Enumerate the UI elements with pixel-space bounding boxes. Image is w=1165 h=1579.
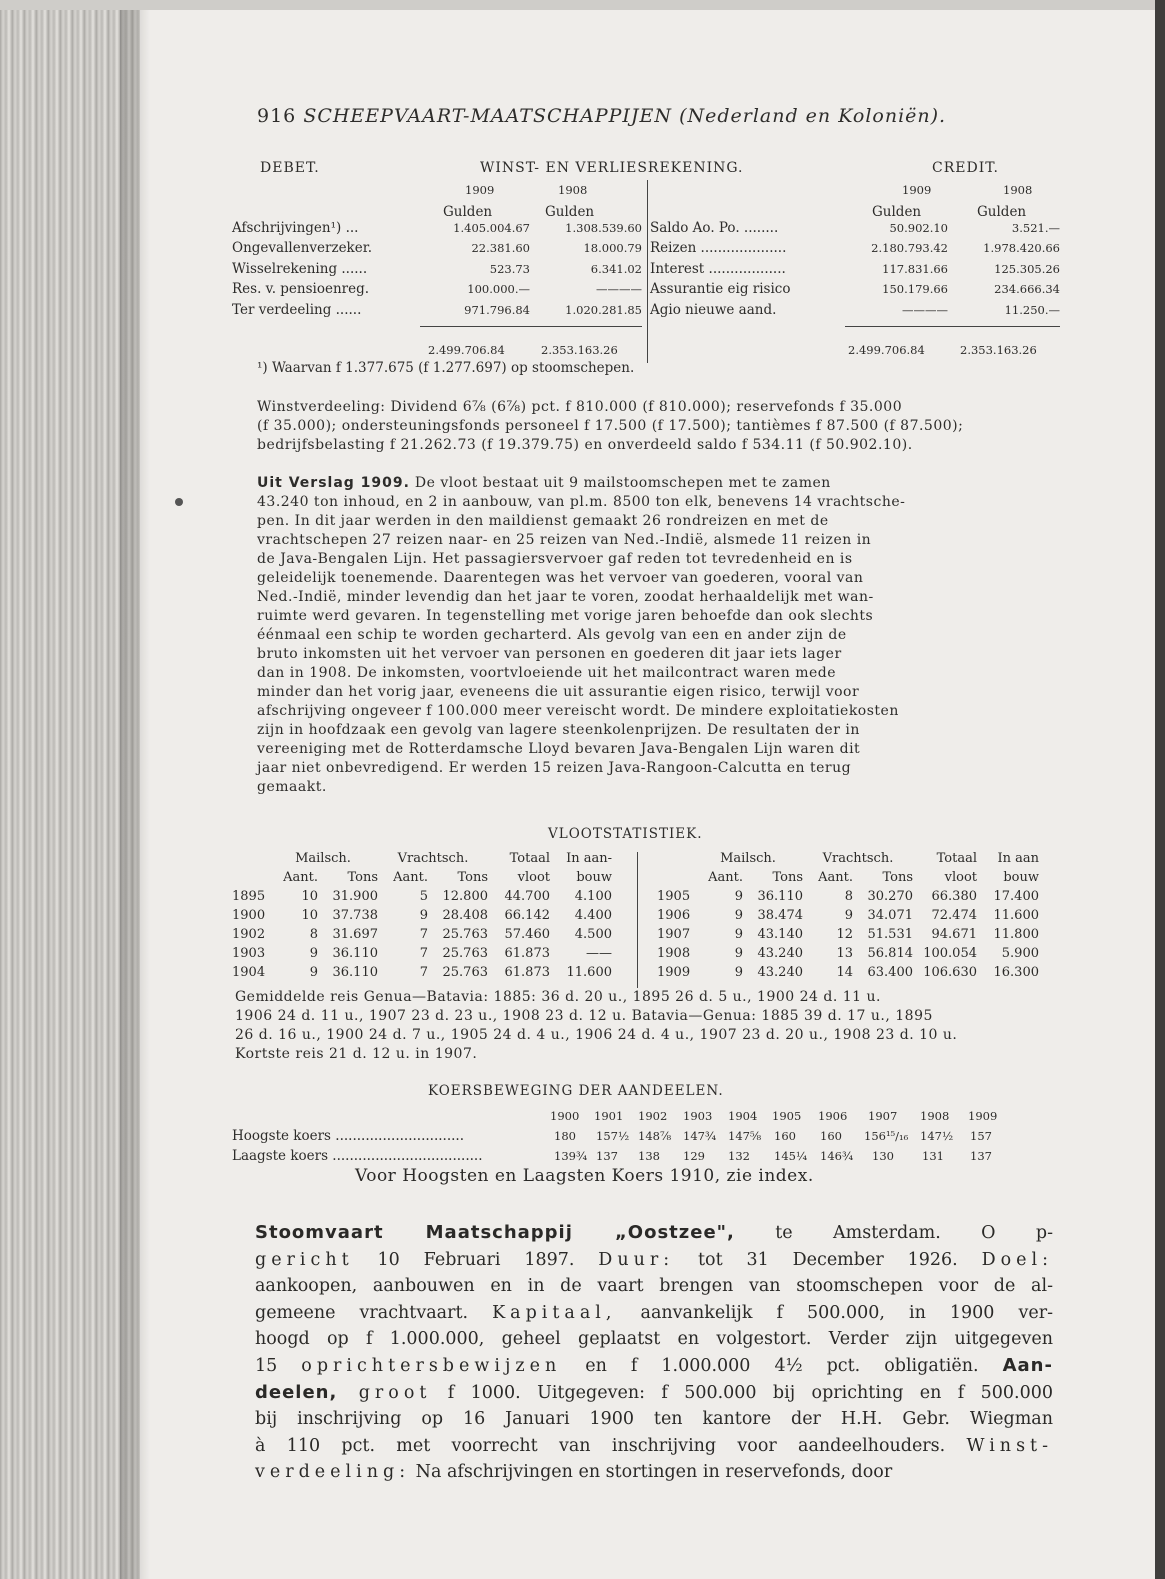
koers-year: 1903 bbox=[683, 1109, 713, 1123]
koers-years bbox=[550, 1108, 1070, 1126]
koers-row-label: Laagste koers ................................... bbox=[232, 1148, 483, 1164]
verslag-line: jaar niet onbevredigend. Er werden 15 reizen Java-Rangoon-Calcutta en terug bbox=[257, 760, 852, 776]
vloot-cell: 36.110 bbox=[757, 889, 803, 904]
oostzee-line: hoogd op f 1.000.000, geheel geplaatst en volgestort. Verder zijn uitgegeven bbox=[255, 1329, 1053, 1350]
credit-value-1908: 3.521.— bbox=[1011, 221, 1060, 235]
vloot-col-head: Tons bbox=[347, 870, 378, 885]
vloot-col-head: In aan bbox=[997, 851, 1039, 866]
vloot-cell: 11.800 bbox=[993, 927, 1039, 942]
vloot-cell: 5 bbox=[419, 889, 428, 904]
oostzee-text: à 110 pct. met voorrecht van inschrijving voor aandeelhouders. bbox=[255, 1435, 967, 1456]
vloot-cell: 36.110 bbox=[332, 946, 378, 961]
koers-value: 180 bbox=[554, 1129, 576, 1143]
table-row bbox=[232, 925, 612, 944]
vloot-cell: 31.697 bbox=[332, 927, 378, 942]
vloot-col-head: Tons bbox=[457, 870, 488, 885]
vloot-col-head: Totaal bbox=[509, 851, 550, 866]
vloot-col-head: Aant. bbox=[393, 870, 428, 885]
credit-total-rule bbox=[845, 326, 1060, 327]
vloot-cell: 30.270 bbox=[867, 889, 913, 904]
koers-value: 146¾ bbox=[820, 1149, 854, 1163]
vloot-cell: 4.100 bbox=[574, 889, 612, 904]
koers-value: 160 bbox=[774, 1129, 796, 1143]
debet-value-1908: ———— bbox=[596, 282, 642, 297]
vloot-cell: 8 bbox=[309, 927, 318, 942]
vloot-cell: 25.763 bbox=[442, 965, 488, 980]
vloot-header-row bbox=[232, 849, 612, 868]
table-row bbox=[657, 887, 1039, 906]
credit-label: Reizen .................... bbox=[650, 240, 787, 257]
vloot-note-line: Gemiddelde reis Genua—Batavia: 1885: 36 d. 20 u., 1895 26 d. 5 u., 1900 24 d. 11 u. bbox=[235, 989, 881, 1005]
vloot-col-head: In aan- bbox=[566, 851, 612, 866]
vloot-cell: 9 bbox=[309, 965, 318, 980]
oostzee-spaced-term: Duur: bbox=[598, 1249, 675, 1270]
section-subtitle: (Nederland en Koloniën). bbox=[679, 105, 947, 127]
vloot-cell: 9 bbox=[734, 927, 743, 942]
koers-value: 147½ bbox=[920, 1129, 954, 1143]
verslag-line: dan in 1908. De inkomsten, voortvloeiende uit het mailcontract waren mede bbox=[257, 665, 837, 681]
scan-right-edge bbox=[1155, 0, 1165, 1579]
koers-value: 147⅝ bbox=[728, 1129, 762, 1143]
oostzee-line: bij inschrijving op 16 Januari 1900 ten kantore der H.H. Gebr. Wiegman bbox=[255, 1409, 1053, 1430]
table-row bbox=[657, 906, 1039, 925]
debet-value-1908: 1.308.539.60 bbox=[565, 221, 642, 235]
vloot-cell: 28.408 bbox=[442, 908, 488, 923]
credit-value-1909: 2.180.793.42 bbox=[871, 241, 948, 256]
verslag-block bbox=[257, 474, 905, 797]
vloot-left bbox=[232, 849, 612, 982]
credit-value-1909: 117.831.66 bbox=[882, 261, 948, 276]
pl-title: WINST- EN VERLIESREKENING. bbox=[480, 160, 744, 176]
vloot-cell: 12.800 bbox=[442, 889, 488, 904]
oostzee-line bbox=[255, 1459, 1053, 1486]
vloot-col-head: Totaal bbox=[936, 851, 977, 866]
debet-label: Ter verdeeling ...... bbox=[232, 301, 362, 318]
book-binding-edge bbox=[0, 0, 140, 1579]
margin-mark bbox=[175, 498, 183, 506]
debet-unit-1909: Gulden bbox=[443, 204, 493, 220]
table-row bbox=[232, 887, 612, 906]
vloot-cell: 16.300 bbox=[993, 965, 1039, 980]
vloot-cell: 72.474 bbox=[931, 908, 977, 923]
vloot-cell: 61.873 bbox=[504, 965, 550, 980]
vloot-header-row bbox=[657, 849, 1039, 868]
vloot-year: 1903 bbox=[232, 946, 266, 961]
vloot-cell: 14 bbox=[836, 965, 853, 980]
credit-label: Saldo Ao. Po. ........ bbox=[650, 220, 779, 236]
pl-center-rule bbox=[647, 180, 648, 363]
page-number: 916 bbox=[257, 105, 297, 127]
vloot-header-row bbox=[232, 868, 612, 887]
koers-value: 160 bbox=[820, 1129, 842, 1143]
vloot-cell: 94.671 bbox=[931, 927, 977, 942]
vloot-cell: 11.600 bbox=[993, 908, 1039, 923]
credit-year-1908: 1908 bbox=[1003, 183, 1033, 197]
vloot-year: 1902 bbox=[232, 927, 266, 942]
winstverdeeling-line: Winstverdeeling: Dividend 6⅞ (6⅞) pct. f 810.000 (f 810.000); reservefonds f 35.000 bbox=[257, 399, 903, 415]
vloot-cell: 66.380 bbox=[931, 889, 977, 904]
oostzee-text: aanvankelijk f 500.000, in 1900 ver- bbox=[616, 1302, 1053, 1323]
oostzee-text: en f 1.000.000 4½ pct. obligatiën. bbox=[561, 1355, 1003, 1376]
table-row bbox=[657, 925, 1039, 944]
vloot-cell: 10 bbox=[301, 889, 318, 904]
vloot-center-rule bbox=[637, 852, 638, 988]
oostzee-line bbox=[255, 1433, 1053, 1460]
koers-year: 1909 bbox=[968, 1109, 998, 1123]
koers-value: 147¾ bbox=[683, 1129, 717, 1143]
koers-value: 157 bbox=[970, 1129, 992, 1143]
vloot-cell: 66.142 bbox=[504, 908, 550, 923]
vloot-cell: 56.814 bbox=[867, 946, 913, 961]
vloot-cell: 100.054 bbox=[923, 946, 977, 961]
verslag-line: pen. In dit jaar werden in den maildienst gemaakt 26 rondreizen en met de bbox=[257, 513, 829, 529]
vloot-cell: 44.700 bbox=[504, 889, 550, 904]
debet-total-1909: 2.499.706.84 bbox=[428, 343, 505, 357]
koers-value: 137 bbox=[970, 1149, 992, 1163]
vloot-cell: 8 bbox=[844, 889, 853, 904]
debet-row bbox=[232, 281, 642, 301]
verslag-line: geleidelijk toenemende. Daarentegen was het vervoer van goederen, vooral van bbox=[257, 570, 864, 586]
vloot-cell: 43.140 bbox=[757, 927, 803, 942]
vloot-cell: 13 bbox=[836, 946, 853, 961]
vloot-title: VLOOTSTATISTIEK. bbox=[548, 826, 703, 842]
koers-year: 1905 bbox=[772, 1109, 802, 1123]
oostzee-spaced-term: oprichtersbewijzen bbox=[301, 1355, 562, 1376]
verslag-line: bruto inkomsten uit het vervoer van personen en goederen dit jaar iets lager bbox=[257, 646, 842, 662]
vloot-cell: 43.240 bbox=[757, 965, 803, 980]
koers-year: 1904 bbox=[728, 1109, 758, 1123]
vloot-right-table bbox=[657, 849, 1039, 982]
vloot-col-head: Tons bbox=[772, 870, 803, 885]
vloot-col-head: Vrachtsch. bbox=[822, 851, 894, 866]
verslag-first-line bbox=[257, 474, 905, 493]
vloot-note-line: 1906 24 d. 11 u., 1907 23 d. 23 u., 1908 23 d. 12 u. Batavia—Genua: 1885 39 d. 17 u., 1895 bbox=[235, 1008, 933, 1024]
debet-unit-1908: Gulden bbox=[545, 204, 595, 220]
vloot-cell: 34.071 bbox=[867, 908, 913, 923]
verslag-line: Ned.-Indië, minder levendig dan het jaar te voren, zoodat herhaaldelijk met wan- bbox=[257, 589, 874, 605]
credit-heading: CREDIT. bbox=[932, 160, 999, 176]
debet-row bbox=[232, 302, 642, 322]
verslag-line: ruimte werd gevaren. In tegenstelling met vorige jaren behoefde dan ook slechts bbox=[257, 608, 874, 624]
vloot-col-head: bouw bbox=[1003, 870, 1039, 885]
verslag-text: De vloot bestaat uit 9 mailstoomschepen met te zamen bbox=[414, 475, 831, 491]
vloot-cell: 12 bbox=[836, 927, 853, 942]
oostzee-line bbox=[255, 1220, 1053, 1247]
oostzee-spaced-term: Kapitaal, bbox=[492, 1302, 617, 1323]
debet-rows bbox=[232, 220, 642, 322]
koers-value: 130 bbox=[872, 1149, 894, 1163]
vloot-cell: 25.763 bbox=[442, 946, 488, 961]
koers-note: Voor Hoogsten en Laagsten Koers 1910, zie index. bbox=[355, 1166, 814, 1186]
vloot-cell: 31.900 bbox=[332, 889, 378, 904]
debet-value-1909: 1.405.004.67 bbox=[453, 221, 530, 235]
koers-value: 138 bbox=[638, 1149, 660, 1163]
koers-value: 129 bbox=[683, 1149, 705, 1163]
vloot-col-head: Mailsch. bbox=[720, 851, 776, 866]
vloot-year: 1909 bbox=[657, 965, 691, 980]
vloot-cell: 10 bbox=[301, 908, 318, 923]
debet-label: Res. v. pensioenreg. bbox=[232, 281, 370, 298]
vloot-cell: 106.630 bbox=[923, 965, 977, 980]
debet-year-1908: 1908 bbox=[558, 183, 588, 197]
vloot-cell: 5.900 bbox=[1001, 946, 1039, 961]
table-row bbox=[232, 963, 612, 982]
vloot-year: 1904 bbox=[232, 965, 266, 980]
book-page bbox=[145, 0, 1155, 1579]
koers-value: 156¹⁵/₁₆ bbox=[864, 1129, 909, 1143]
verslag-line: vrachtschepen 27 reizen naar- en 25 reizen van Ned.-Indië, alsmede 11 reizen in bbox=[257, 532, 872, 548]
debet-label: Afschrijvingen¹) ... bbox=[232, 220, 359, 236]
vloot-col-head: Vrachtsch. bbox=[397, 851, 469, 866]
vloot-cell: 11.600 bbox=[566, 965, 612, 980]
debet-value-1909: 971.796.84 bbox=[464, 302, 530, 317]
debet-year-1909: 1909 bbox=[465, 183, 495, 197]
vloot-cell: 57.460 bbox=[504, 927, 550, 942]
vloot-year: 1905 bbox=[657, 889, 691, 904]
verslag-line: de Java-Bengalen Lijn. Het passagiersvervoer gaf reden tot tevredenheid en is bbox=[257, 551, 853, 567]
debet-label: Ongevallenverzeker. bbox=[232, 240, 372, 257]
koers-laagste-row bbox=[232, 1148, 1072, 1168]
debet-row bbox=[232, 220, 642, 240]
vloot-col-head: Mailsch. bbox=[295, 851, 351, 866]
vloot-cell: 61.873 bbox=[504, 946, 550, 961]
vloot-year: 1900 bbox=[232, 908, 266, 923]
verslag-heading: Uit Verslag 1909. bbox=[257, 475, 410, 491]
vloot-cell: 36.110 bbox=[332, 965, 378, 980]
credit-label: Assurantie eig risico bbox=[650, 281, 791, 298]
oostzee-text: 10 Februari 1897. bbox=[353, 1249, 599, 1270]
oostzee-line bbox=[255, 1380, 1053, 1407]
table-row bbox=[657, 963, 1039, 982]
koers-row-label: Hoogste koers .............................. bbox=[232, 1128, 465, 1144]
vloot-left-table bbox=[232, 849, 612, 982]
verslag-line: 43.240 ton inhoud, en 2 in aanbouw, van pl.m. 8500 ton elk, benevens 14 vrachtsche- bbox=[257, 494, 906, 510]
credit-year-1909: 1909 bbox=[902, 183, 932, 197]
vloot-cell: 9 bbox=[734, 908, 743, 923]
debet-heading: DEBET. bbox=[260, 160, 320, 176]
koers-year: 1907 bbox=[868, 1109, 898, 1123]
vloot-year: 1907 bbox=[657, 927, 691, 942]
koers-hoogste-row bbox=[232, 1128, 1072, 1148]
oostzee-spaced-term: verdeeling: bbox=[255, 1462, 411, 1483]
vloot-col-head: Aant. bbox=[818, 870, 853, 885]
debet-label: Wisselrekening ...... bbox=[232, 260, 368, 277]
credit-value-1908: 125.305.26 bbox=[994, 261, 1060, 276]
winstverdeeling-line: bedrijfsbelasting f 21.262.73 (f 19.379.75) en onverdeeld saldo f 534.11 (f 50.902.10). bbox=[257, 437, 913, 453]
vloot-col-head: Tons bbox=[882, 870, 913, 885]
vloot-cell: 9 bbox=[734, 946, 743, 961]
pl-footnote: ¹) Waarvan f 1.377.675 (f 1.277.697) op stoomschepen. bbox=[257, 360, 635, 376]
credit-row bbox=[650, 261, 1060, 281]
table-row bbox=[232, 944, 612, 963]
vloot-cell: 7 bbox=[419, 927, 428, 942]
koers-year: 1908 bbox=[920, 1109, 950, 1123]
debet-row bbox=[232, 240, 642, 260]
vloot-cell: 9 bbox=[734, 889, 743, 904]
vloot-year: 1895 bbox=[232, 889, 266, 904]
credit-rows bbox=[650, 220, 1060, 322]
credit-row bbox=[650, 281, 1060, 301]
vloot-cell: 63.400 bbox=[867, 965, 913, 980]
winstverdeeling-line: (f 35.000); ondersteuningsfonds personeel f 17.500 (f 17.500); tantièmes f 87.500 (f 87.500); bbox=[257, 418, 964, 434]
vloot-col-head: vloot bbox=[944, 870, 977, 885]
vloot-cell: 9 bbox=[419, 908, 428, 923]
koers-year: 1902 bbox=[638, 1109, 668, 1123]
debet-row bbox=[232, 261, 642, 281]
debet-total-rule bbox=[420, 326, 642, 327]
credit-unit-1908: Gulden bbox=[977, 204, 1027, 220]
credit-total-1908: 2.353.163.26 bbox=[960, 343, 1037, 357]
koers-value: 131 bbox=[922, 1149, 944, 1163]
vloot-cell: 17.400 bbox=[993, 889, 1039, 904]
vloot-year: 1906 bbox=[657, 908, 691, 923]
credit-label: Agio nieuwe aand. bbox=[650, 301, 777, 318]
vloot-notes bbox=[235, 988, 957, 1064]
verslag-line: minder dan het vorig jaar, eveneens die uit assurantie eigen risico, terwijl voor bbox=[257, 684, 860, 700]
oostzee-text: Na afschrijvingen en stortingen in reservefonds, door bbox=[410, 1462, 893, 1483]
oostzee-spaced-term: Winst- bbox=[966, 1435, 1053, 1456]
credit-row bbox=[650, 220, 1060, 240]
oostzee-text: gemeene vrachtvaart. bbox=[255, 1302, 493, 1323]
vloot-cell: 37.738 bbox=[332, 908, 378, 923]
oostzee-text: f 1000. Uitgegeven: f 500.000 bij oprichting en f 500.000 bbox=[431, 1382, 1053, 1403]
oostzee-text: 15 bbox=[255, 1355, 302, 1376]
koers-value: 139¾ bbox=[554, 1149, 588, 1163]
vloot-cell: 38.474 bbox=[757, 908, 803, 923]
credit-row bbox=[650, 240, 1060, 260]
vloot-col-head: Aant. bbox=[708, 870, 743, 885]
oostzee-line bbox=[255, 1247, 1053, 1274]
vloot-col-head: Aant. bbox=[283, 870, 318, 885]
oostzee-text: te Amsterdam. O p- bbox=[734, 1223, 1053, 1243]
vloot-cell: 4.500 bbox=[574, 927, 612, 942]
debet-value-1909: 100.000.— bbox=[467, 282, 530, 297]
oostzee-line: aankoopen, aanbouwen en in de vaart brengen van stoomschepen voor de al- bbox=[255, 1276, 1053, 1297]
koers-value: 145¼ bbox=[774, 1149, 808, 1163]
table-row bbox=[657, 944, 1039, 963]
debet-value-1908: 18.000.79 bbox=[583, 241, 642, 256]
vloot-col-head: vloot bbox=[517, 870, 550, 885]
vloot-note-line: Kortste reis 21 d. 12 u. in 1907. bbox=[235, 1046, 478, 1062]
verslag-line: éénmaal een schip te worden gecharterd. Als gevolg van een en ander zijn de bbox=[257, 627, 847, 643]
oostzee-bold-term: deelen, bbox=[255, 1381, 338, 1403]
vloot-cell: 7 bbox=[419, 965, 428, 980]
vloot-header-row bbox=[657, 868, 1039, 887]
company-name: Stoomvaart Maatschappij „Oostzee", bbox=[255, 1222, 735, 1243]
vloot-cell: 9 bbox=[844, 908, 853, 923]
koers-year: 1906 bbox=[818, 1109, 848, 1123]
oostzee-spaced-term: groot bbox=[337, 1382, 432, 1403]
vloot-col-head: bouw bbox=[576, 870, 612, 885]
verslag-line: vereeniging met de Rotterdamsche Lloyd bevaren Java-Bengalen Lijn waren dit bbox=[257, 741, 861, 757]
oostzee-entry bbox=[255, 1220, 1053, 1486]
vloot-cell: 9 bbox=[734, 965, 743, 980]
vloot-cell: 4.400 bbox=[574, 908, 612, 923]
table-row bbox=[232, 906, 612, 925]
credit-label: Interest .................. bbox=[650, 260, 786, 277]
koers-value: 148⅞ bbox=[638, 1129, 672, 1143]
debet-value-1909: 22.381.60 bbox=[471, 241, 530, 256]
verslag-line: afschrijving ongeveer f 100.000 meer vereischt wordt. De mindere exploitatiekosten bbox=[257, 703, 899, 719]
debet-value-1908: 1.020.281.85 bbox=[565, 302, 642, 317]
vloot-right bbox=[657, 849, 1039, 982]
winstverdeeling-block bbox=[257, 398, 963, 455]
vloot-cell: 43.240 bbox=[757, 946, 803, 961]
oostzee-line bbox=[255, 1300, 1053, 1327]
vloot-cell: 25.763 bbox=[442, 927, 488, 942]
section-title: SCHEEPVAART-MAATSCHAPPIJEN bbox=[303, 105, 673, 127]
vloot-cell: 51.531 bbox=[867, 927, 913, 942]
credit-value-1908: 1.978.420.66 bbox=[983, 241, 1060, 256]
oostzee-text: tot 31 December 1926. bbox=[674, 1249, 982, 1270]
vloot-year: 1908 bbox=[657, 946, 691, 961]
credit-value-1909: 150.179.66 bbox=[882, 282, 948, 297]
koers-value: 132 bbox=[728, 1149, 750, 1163]
credit-value-1908: 11.250.— bbox=[1004, 302, 1060, 317]
credit-value-1909: 50.902.10 bbox=[889, 221, 948, 235]
credit-total-1909: 2.499.706.84 bbox=[848, 343, 925, 357]
debet-value-1908: 6.341.02 bbox=[590, 261, 642, 276]
koers-value: 157½ bbox=[596, 1129, 630, 1143]
debet-total-1908: 2.353.163.26 bbox=[541, 343, 618, 357]
oostzee-bold-term: Aan- bbox=[1002, 1354, 1053, 1376]
vloot-cell: —— bbox=[586, 946, 612, 961]
vloot-cell: 7 bbox=[419, 946, 428, 961]
verslag-line: gemaakt. bbox=[257, 779, 327, 795]
credit-unit-1909: Gulden bbox=[872, 204, 922, 220]
oostzee-spaced-term: Doel: bbox=[981, 1249, 1053, 1270]
verslag-line: zijn in hoofdzaak een gevolg van lagere steenkolenprijzen. De resultaten der in bbox=[257, 722, 860, 738]
debet-value-1909: 523.73 bbox=[489, 261, 530, 276]
koers-value: 137 bbox=[596, 1149, 618, 1163]
oostzee-spaced-term: gericht bbox=[255, 1249, 354, 1270]
credit-value-1908: 234.666.34 bbox=[994, 282, 1060, 297]
vloot-note-line: 26 d. 16 u., 1900 24 d. 7 u., 1905 24 d. 4 u., 1906 24 d. 4 u., 1907 23 d. 20 u., 1908 23 d. 10 u. bbox=[235, 1027, 958, 1043]
koers-year: 1900 bbox=[550, 1109, 580, 1123]
credit-row bbox=[650, 302, 1060, 322]
running-header bbox=[257, 105, 946, 127]
oostzee-line bbox=[255, 1353, 1053, 1380]
koers-title: KOERSBEWEGING DER AANDEELEN. bbox=[428, 1083, 724, 1099]
vloot-cell: 9 bbox=[309, 946, 318, 961]
koers-year: 1901 bbox=[594, 1109, 624, 1123]
credit-value-1909: ———— bbox=[902, 302, 948, 317]
